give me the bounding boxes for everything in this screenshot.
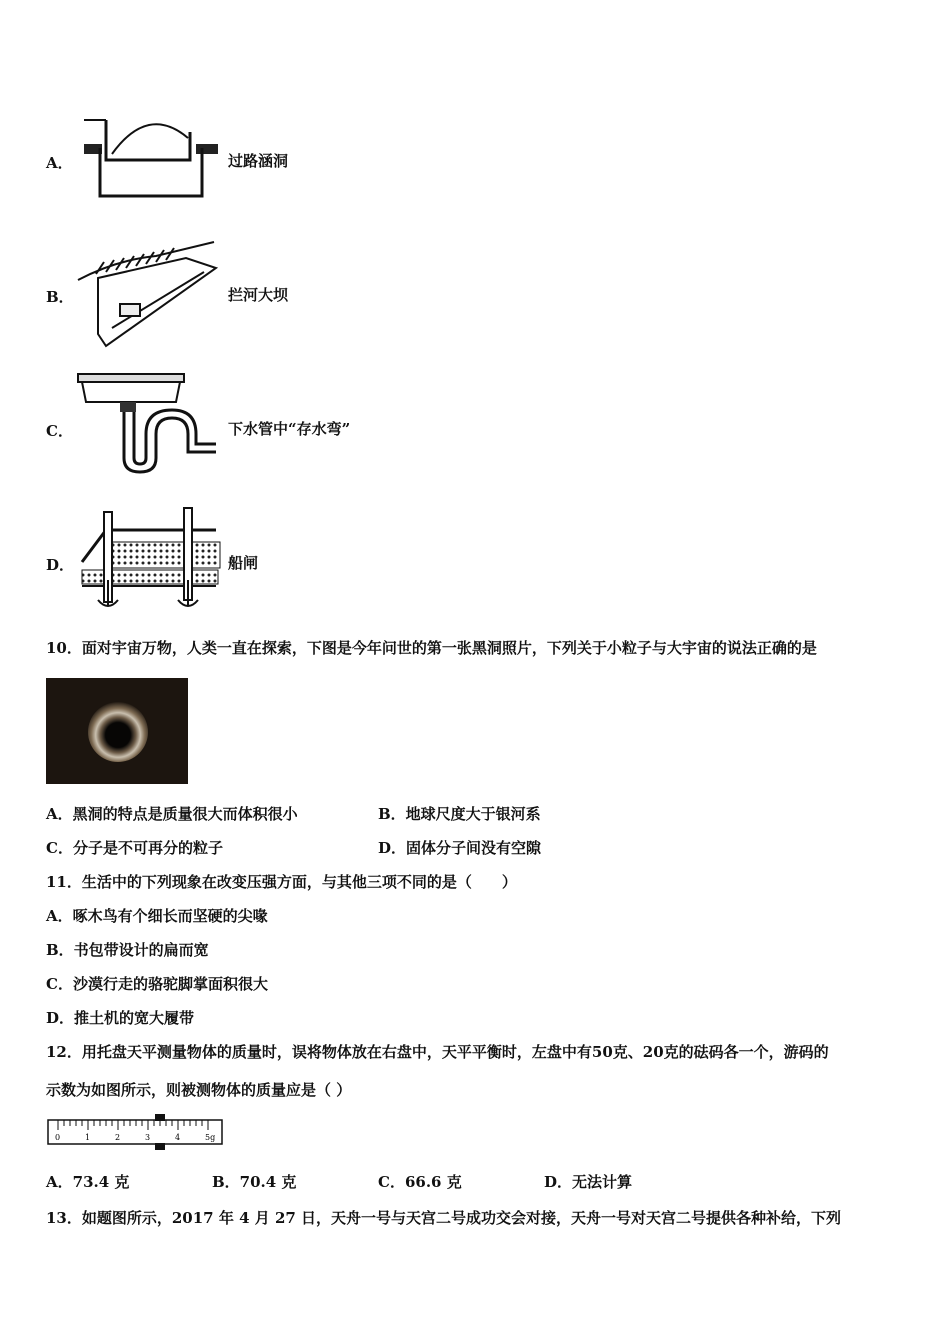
question-11-stem: 11．生活中的下列现象在改变压强方面，与其他三项不同的是（ ） [46, 873, 517, 891]
sink-trap-icon [76, 372, 222, 476]
black-hole-photo [46, 678, 188, 784]
option-a-text: 过路涵洞 [228, 152, 289, 170]
question-12-stem-line1: 12．用托盘天平测量物体的质量时，误将物体放在右盘中，天平平衡时，左盘中有50克、20克的砝码各一个，游码的 [46, 1043, 829, 1061]
q11-option-a: A．啄木鸟有个细长而坚硬的尖喙 [46, 907, 268, 925]
option-b-label: B． [46, 288, 74, 306]
dam-icon [76, 238, 218, 350]
option-c-row [0, 368, 950, 478]
q10-option-b: B．地球尺度大于银河系 [378, 805, 541, 823]
option-c-text: 下水管中“存水弯” [228, 420, 351, 438]
question-13-stem: 13．如题图所示，2017 年 4 月 27 日，天舟一号与天宫二号成功交会对接，天舟一号对天宫二号提供各种补给，下列 [46, 1209, 842, 1227]
option-b-text: 拦河大坝 [228, 286, 289, 304]
rider-bottom-marker [155, 1143, 165, 1150]
q12-option-c: C．66.6 克 [378, 1173, 462, 1191]
scale-tick-label: 5g [205, 1133, 216, 1142]
option-b-row [0, 234, 950, 354]
q10-option-c: C．分子是不可再分的粒子 [46, 839, 223, 857]
ship-lock-icon [80, 500, 222, 618]
scale-tick-label: 0 [55, 1133, 61, 1142]
option-d-label: D． [46, 556, 75, 574]
option-d-row [0, 498, 950, 620]
q11-option-c: C．沙漠行走的骆驼脚掌面积很大 [46, 975, 268, 993]
option-a-row [0, 100, 950, 210]
q12-option-a: A．73.4 克 [46, 1173, 130, 1191]
option-a-label: A． [46, 154, 73, 172]
scale-tick-label: 2 [115, 1133, 121, 1142]
q12-option-b: B．70.4 克 [212, 1173, 297, 1191]
scale-tick-label: 1 [85, 1133, 91, 1142]
q12-option-d: D．无法计算 [544, 1173, 633, 1191]
balance-scale-rider [46, 1112, 226, 1152]
q11-option-d: D．推土机的宽大履带 [46, 1009, 195, 1027]
question-12-stem-line2: 示数为如图所示，则被测物体的质量应是（ ） [46, 1081, 352, 1099]
q11-option-b: B．书包带设计的扁而宽 [46, 941, 209, 959]
option-d-text: 船闸 [228, 554, 259, 572]
scale-tick-label: 4 [175, 1133, 181, 1142]
q10-option-d: D．固体分子间没有空隙 [378, 839, 542, 857]
option-c-label: C． [46, 422, 73, 440]
q10-option-a: A．黑洞的特点是质量很大而体积很小 [46, 805, 298, 823]
question-10-stem: 10．面对宇宙万物，人类一直在探索，下图是今年问世的第一张黑洞照片，下列关于小粒子与大宇宙的说法正确的是 [46, 639, 817, 657]
culvert-icon [84, 108, 220, 200]
rider-top-marker [155, 1114, 165, 1121]
scale-tick-label: 3 [145, 1133, 151, 1142]
